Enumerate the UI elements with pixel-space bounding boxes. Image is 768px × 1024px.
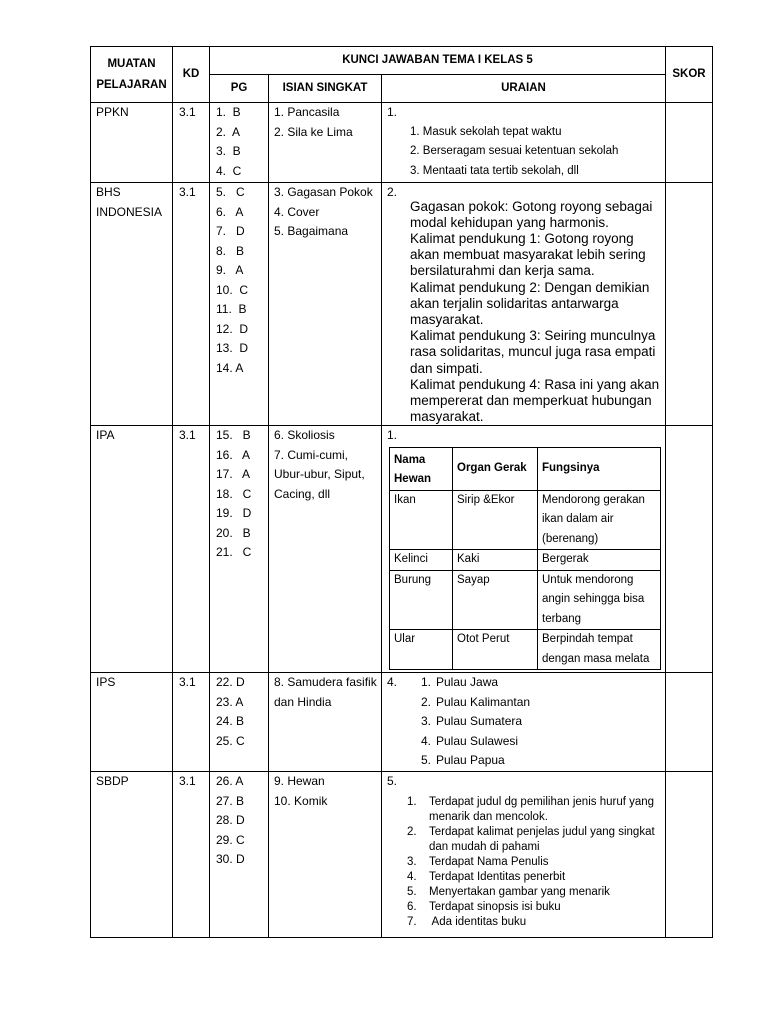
header-title: KUNCI JAWABAN TEMA I KELAS 5 xyxy=(210,47,666,75)
pg-answer: 20. B xyxy=(216,525,251,540)
uraian-item: 3. Mentaati tata tertib sekolah, dll xyxy=(410,164,579,177)
pg-cell xyxy=(210,426,269,673)
pg-answer: 2. A xyxy=(216,124,241,139)
uraian-number: 1. xyxy=(387,428,398,443)
isian-answer: 9. Hewan xyxy=(274,774,325,789)
uraian-cell xyxy=(382,426,666,673)
kd-cell: 3.1 xyxy=(173,772,210,938)
kd-cell: 3.1 xyxy=(173,183,210,426)
animal-row xyxy=(390,550,661,571)
table-row xyxy=(91,673,713,772)
isian-answer: 4. Cover xyxy=(274,204,320,219)
isian-answer: 6. Skoliosis xyxy=(274,428,335,443)
uraian-paragraph: Gagasan pokok: Gotong royong sebagai modal kehidupan yang harmonis. xyxy=(410,198,653,230)
animal-function: Berpindah tempat dengan masa melata xyxy=(538,630,661,670)
pg-answer: 15. B xyxy=(216,428,251,443)
animal-name: Kelinci xyxy=(390,550,453,571)
skor-cell xyxy=(666,673,713,772)
pg-answer: 12. D xyxy=(216,321,249,336)
table-row xyxy=(91,426,713,673)
skor-cell xyxy=(666,772,713,938)
list-item: 1. Terdapat judul dg pemilihan jenis huruf yang menarik dan mencolok. xyxy=(407,795,655,823)
pg-answer: 4. C xyxy=(216,163,242,178)
subject-cell: BHS INDONESIA xyxy=(91,183,173,426)
animal-row xyxy=(390,630,661,670)
pg-answer: 22. D xyxy=(216,675,245,690)
header-pg: PG xyxy=(210,75,269,103)
pg-answer: 19. D xyxy=(216,506,252,521)
animal-organ: Kaki xyxy=(453,550,538,571)
list-item: 5. Menyertakan gambar yang menarik xyxy=(407,885,610,898)
isian-answer: 5. Bagaimana xyxy=(274,224,349,238)
uraian-number: 5. xyxy=(387,774,398,789)
uraian-paragraph: Kalimat pendukung 3: Seiring munculnya rasa solidaritas, muncul juga rasa empati dan simpati. xyxy=(410,328,656,376)
animal-organ: Sirip &Ekor xyxy=(453,490,538,550)
isian-answer: 1. Pancasila xyxy=(274,105,340,119)
animal-function: Untuk mendorong angin sehingga bisa terbang xyxy=(538,570,661,630)
animal-header-name: Nama Hewan xyxy=(390,447,453,490)
isian-cell xyxy=(269,103,382,183)
uraian-cell xyxy=(382,673,666,772)
list-item: 3. Pulau Sumatera xyxy=(420,714,523,729)
uraian-number: 4. xyxy=(387,675,398,690)
subject-cell: PPKN xyxy=(91,103,173,183)
list-item: 4. Terdapat Identitas penerbit xyxy=(407,870,566,883)
header-uraian: URAIAN xyxy=(382,75,666,103)
subject-cell: IPA xyxy=(91,426,173,673)
pg-answer: 18. C xyxy=(216,486,252,501)
uraian-cell xyxy=(382,183,666,426)
uraian-item: 2. Berseragam sesuai ketentuan sekolah xyxy=(410,145,619,157)
pg-answer: 8. B xyxy=(216,243,245,258)
pg-answer: 30. D xyxy=(216,852,245,867)
pg-answer: 9. A xyxy=(216,263,244,277)
kd-cell: 3.1 xyxy=(173,673,210,772)
pg-answer: 7. D xyxy=(216,224,245,238)
isian-answer: 8. Samudera fasifik xyxy=(274,675,377,690)
animal-organ: Otot Perut xyxy=(453,630,538,670)
table-row xyxy=(91,772,713,938)
pg-answer: 29. C xyxy=(216,832,245,847)
list-item: 6. Terdapat sinopsis isi buku xyxy=(407,900,561,913)
list-item: 5. Pulau Papua xyxy=(420,753,505,768)
animal-header-organ: Organ Gerak xyxy=(453,447,538,490)
list-item: 4. Pulau Sulawesi xyxy=(420,733,519,748)
kd-cell: 3.1 xyxy=(173,103,210,183)
animal-name: Burung xyxy=(390,570,453,630)
isian-answer: Cacing, dll xyxy=(274,486,331,501)
animal-name: Ikan xyxy=(390,490,453,550)
animal-row xyxy=(390,490,661,550)
header-isian-singkat: ISIAN SINGKAT xyxy=(269,75,382,103)
answer-key-table xyxy=(90,46,713,938)
list-item: 1. Pulau Jawa xyxy=(420,675,499,690)
header-skor: SKOR xyxy=(666,47,713,103)
pg-answer: 13. D xyxy=(216,341,249,355)
pg-answer: 26. A xyxy=(216,774,244,789)
isian-cell xyxy=(269,673,382,772)
skor-cell xyxy=(666,183,713,426)
table-row xyxy=(91,103,713,183)
list-item: 2. Terdapat kalimat penjelas judul yang singkat dan mudah di pahami xyxy=(407,825,655,853)
pg-cell xyxy=(210,772,269,938)
uraian-cell xyxy=(382,103,666,183)
pg-answer: 24. B xyxy=(216,714,245,729)
pg-answer: 6. A xyxy=(216,204,244,219)
animal-movement-table xyxy=(389,447,661,671)
pg-answer: 21. C xyxy=(216,545,252,560)
pg-answer: 16. A xyxy=(216,447,251,462)
isian-cell xyxy=(269,183,382,426)
header-muatan-pelajaran: MUATAN PELAJARAN xyxy=(91,47,173,103)
subject-cell: SBDP xyxy=(91,772,173,938)
kd-cell: 3.1 xyxy=(173,426,210,673)
uraian-cell xyxy=(382,772,666,938)
pg-cell xyxy=(210,103,269,183)
animal-row xyxy=(390,570,661,630)
table-row xyxy=(91,183,713,426)
subject-cell: IPS xyxy=(91,673,173,772)
isian-answer: 2. Sila ke Lima xyxy=(274,124,353,139)
isian-answer: Ubur-ubur, Siput, xyxy=(274,467,365,482)
isian-cell xyxy=(269,426,382,673)
uraian-item: 1. Masuk sekolah tepat waktu xyxy=(410,125,562,138)
pg-answer: 14. A xyxy=(216,360,244,375)
pg-answer: 25. C xyxy=(216,733,245,748)
skor-cell xyxy=(666,103,713,183)
pg-answer: 5. C xyxy=(216,185,245,199)
pg-answer: 1. B xyxy=(216,105,241,119)
uraian-number: 1. xyxy=(387,105,398,119)
pg-cell xyxy=(210,183,269,426)
pg-answer: 10. C xyxy=(216,282,249,297)
isian-answer: 3. Gagasan Pokok xyxy=(274,185,373,199)
isian-cell xyxy=(269,772,382,938)
list-item: 7. Ada identitas buku xyxy=(407,915,527,928)
list-item: 3. Terdapat Nama Penulis xyxy=(407,855,549,868)
animal-organ: Sayap xyxy=(453,570,538,630)
skor-cell xyxy=(666,426,713,673)
isian-answer: 10. Komik xyxy=(274,793,328,808)
header-kd: KD xyxy=(173,47,210,103)
pg-answer: 28. D xyxy=(216,813,245,828)
uraian-number: 2. xyxy=(387,185,398,199)
isian-answer: dan Hindia xyxy=(274,694,332,709)
animal-function: Mendorong gerakan ikan dalam air (berenang) xyxy=(538,490,661,550)
animal-function: Bergerak xyxy=(538,550,661,571)
pg-answer: 27. B xyxy=(216,793,245,808)
pg-answer: 17. A xyxy=(216,467,251,482)
uraian-paragraph: Kalimat pendukung 1: Gotong royong akan membuat masyarakat lebih sering bersilaturahmi dan kerja sama. xyxy=(410,230,646,279)
isian-answer: 7. Cumi-cumi, xyxy=(274,447,349,462)
uraian-paragraph: Kalimat pendukung 4: Rasa ini yang akan mempererat dan memperkuat hubungan masyarakat. xyxy=(410,376,660,425)
uraian-paragraph: Kalimat pendukung 2: Dengan demikian akan terjalin solidaritas antarwarga masyarakat. xyxy=(410,279,650,327)
pg-answer: 11. B xyxy=(216,302,247,316)
list-item: 2. Pulau Kalimantan xyxy=(420,694,531,709)
pg-cell xyxy=(210,673,269,772)
animal-header-function: Fungsinya xyxy=(538,447,661,490)
pg-answer: 3. B xyxy=(216,144,241,158)
pg-answer: 23. A xyxy=(216,694,244,709)
animal-name: Ular xyxy=(390,630,453,670)
